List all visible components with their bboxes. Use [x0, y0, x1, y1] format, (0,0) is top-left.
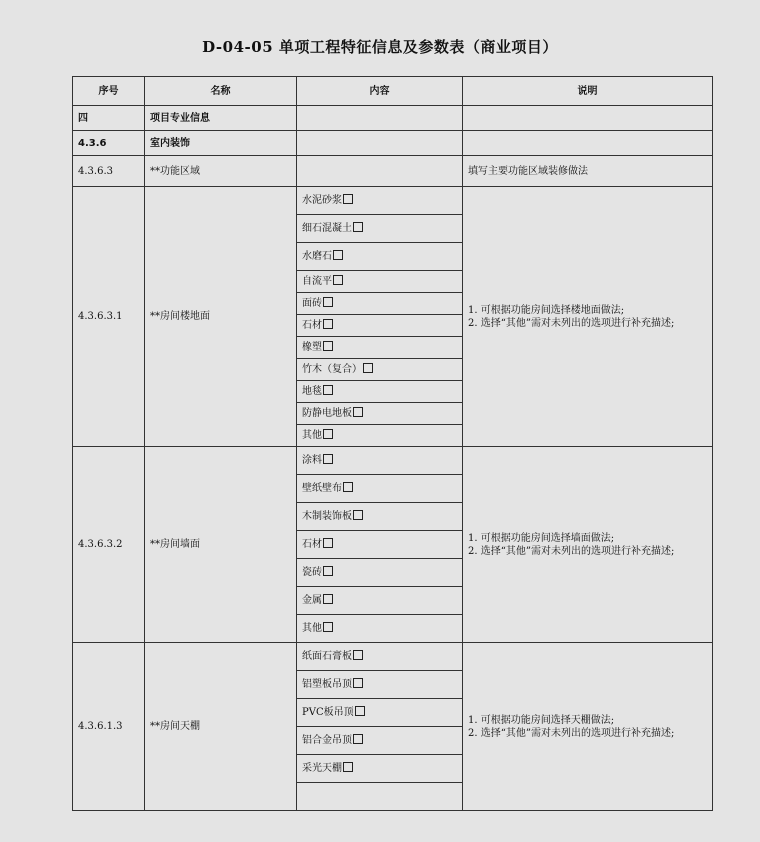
option-cell[interactable]	[297, 215, 463, 243]
table-row	[73, 187, 713, 215]
checkbox[interactable]	[363, 363, 373, 373]
empty-cell	[463, 106, 713, 131]
checkbox[interactable]	[323, 622, 333, 632]
option-label: 石材	[302, 539, 322, 550]
page-title: D-04-05 单项工程特征信息及参数表（商业项目）	[202, 38, 558, 56]
checkbox[interactable]	[343, 194, 353, 204]
option-label: 防静电地板	[302, 408, 352, 419]
option-label: 涂料	[302, 455, 322, 466]
option-cell[interactable]	[297, 381, 463, 403]
option-cell[interactable]	[297, 359, 463, 381]
subsection-name: 室内装饰	[145, 131, 297, 156]
option-label: 壁纸壁布	[302, 483, 342, 494]
option-cell[interactable]	[297, 699, 463, 727]
desc-line: 1. 可根据功能房间选择天棚做法;	[468, 714, 615, 726]
checkbox[interactable]	[333, 275, 343, 285]
group-name: **房间墙面	[145, 447, 297, 643]
option-label: 自流平	[302, 276, 332, 287]
option-cell[interactable]	[297, 425, 463, 447]
area-no: 4.3.6.3	[73, 156, 145, 187]
option-label: 木制装饰板	[302, 511, 352, 522]
group-no: 4.3.6.3.1	[73, 187, 145, 447]
desc-line: 2. 选择“其他”需对未列出的选项进行补充描述;	[468, 317, 675, 329]
desc-line: 2. 选择“其他”需对未列出的选项进行补充描述;	[468, 545, 675, 557]
col-header-no: 序号	[73, 77, 145, 106]
option-cell[interactable]	[297, 337, 463, 359]
checkbox[interactable]	[323, 385, 333, 395]
area-desc: 填写主要功能区域装修做法	[463, 156, 713, 187]
section-name: 项目专业信息	[145, 106, 297, 131]
table-row	[73, 643, 713, 671]
group-desc	[463, 187, 713, 447]
checkbox[interactable]	[323, 319, 333, 329]
empty-cell	[297, 131, 463, 156]
area-row	[73, 156, 713, 187]
section-row	[73, 106, 713, 131]
option-label: 铝塑板吊顶	[302, 679, 352, 690]
desc-line: 1. 可根据功能房间选择楼地面做法;	[468, 304, 625, 316]
option-cell[interactable]	[297, 293, 463, 315]
checkbox[interactable]	[353, 650, 363, 660]
checkbox[interactable]	[323, 429, 333, 439]
option-cell[interactable]	[297, 475, 463, 503]
col-header-content: 内容	[297, 77, 463, 106]
option-cell[interactable]	[297, 615, 463, 643]
option-cell[interactable]	[297, 643, 463, 671]
checkbox[interactable]	[355, 706, 365, 716]
desc-line: 1. 可根据功能房间选择墙面做法;	[468, 532, 615, 544]
option-label: 竹木（复合）	[302, 364, 362, 375]
empty-cell	[297, 106, 463, 131]
checkbox[interactable]	[353, 222, 363, 232]
checkbox[interactable]	[353, 510, 363, 520]
option-cell-cut	[297, 783, 463, 811]
empty-cell	[297, 156, 463, 187]
group-desc	[463, 447, 713, 643]
area-name: **功能区域	[145, 156, 297, 187]
option-label: PVC板吊顶	[302, 707, 354, 718]
checkbox[interactable]	[353, 678, 363, 688]
checkbox[interactable]	[333, 250, 343, 260]
checkbox[interactable]	[353, 407, 363, 417]
option-label: 纸面石膏板	[302, 651, 352, 662]
group-name: **房间天棚	[145, 643, 297, 811]
checkbox[interactable]	[353, 734, 363, 744]
option-cell[interactable]	[297, 727, 463, 755]
option-label: 水磨石	[302, 251, 332, 262]
section-no: 四	[73, 106, 145, 131]
option-cell[interactable]	[297, 755, 463, 783]
option-cell[interactable]	[297, 187, 463, 215]
option-label: 橡塑	[302, 342, 322, 353]
checkbox[interactable]	[323, 454, 333, 464]
option-label: 金属	[302, 595, 322, 606]
checkbox[interactable]	[343, 482, 353, 492]
checkbox[interactable]	[323, 594, 333, 604]
option-cell[interactable]	[297, 315, 463, 337]
checkbox[interactable]	[323, 297, 333, 307]
group-no: 4.3.6.1.3	[73, 643, 145, 811]
option-label: 面砖	[302, 298, 322, 309]
spec-table	[72, 76, 713, 811]
option-cell[interactable]	[297, 503, 463, 531]
option-cell[interactable]	[297, 403, 463, 425]
option-cell[interactable]	[297, 243, 463, 271]
option-cell[interactable]	[297, 271, 463, 293]
option-label: 石材	[302, 320, 322, 331]
page-bottom-edge	[0, 836, 760, 842]
option-label: 地毯	[302, 386, 322, 397]
checkbox[interactable]	[343, 762, 353, 772]
checkbox[interactable]	[323, 566, 333, 576]
subsection-no: 4.3.6	[73, 131, 145, 156]
option-cell[interactable]	[297, 671, 463, 699]
option-label: 其他	[302, 430, 322, 441]
option-label: 铝合金吊顶	[302, 735, 352, 746]
option-label: 水泥砂浆	[302, 195, 342, 206]
checkbox[interactable]	[323, 538, 333, 548]
option-label: 其他	[302, 623, 322, 634]
col-header-desc: 说明	[463, 77, 713, 106]
option-label: 采光天棚	[302, 763, 342, 774]
option-cell[interactable]	[297, 587, 463, 615]
table-header-row	[73, 77, 713, 106]
group-no: 4.3.6.3.2	[73, 447, 145, 643]
group-name: **房间楼地面	[145, 187, 297, 447]
checkbox[interactable]	[323, 341, 333, 351]
option-cell[interactable]	[297, 531, 463, 559]
option-cell[interactable]	[297, 559, 463, 587]
group-desc	[463, 643, 713, 811]
option-cell[interactable]	[297, 447, 463, 475]
option-label: 瓷砖	[302, 567, 322, 578]
table-row	[73, 447, 713, 475]
subsection-row	[73, 131, 713, 156]
desc-line: 2. 选择“其他”需对未列出的选项进行补充描述;	[468, 727, 675, 739]
option-label: 细石混凝土	[302, 223, 352, 234]
empty-cell	[463, 131, 713, 156]
col-header-name: 名称	[145, 77, 297, 106]
